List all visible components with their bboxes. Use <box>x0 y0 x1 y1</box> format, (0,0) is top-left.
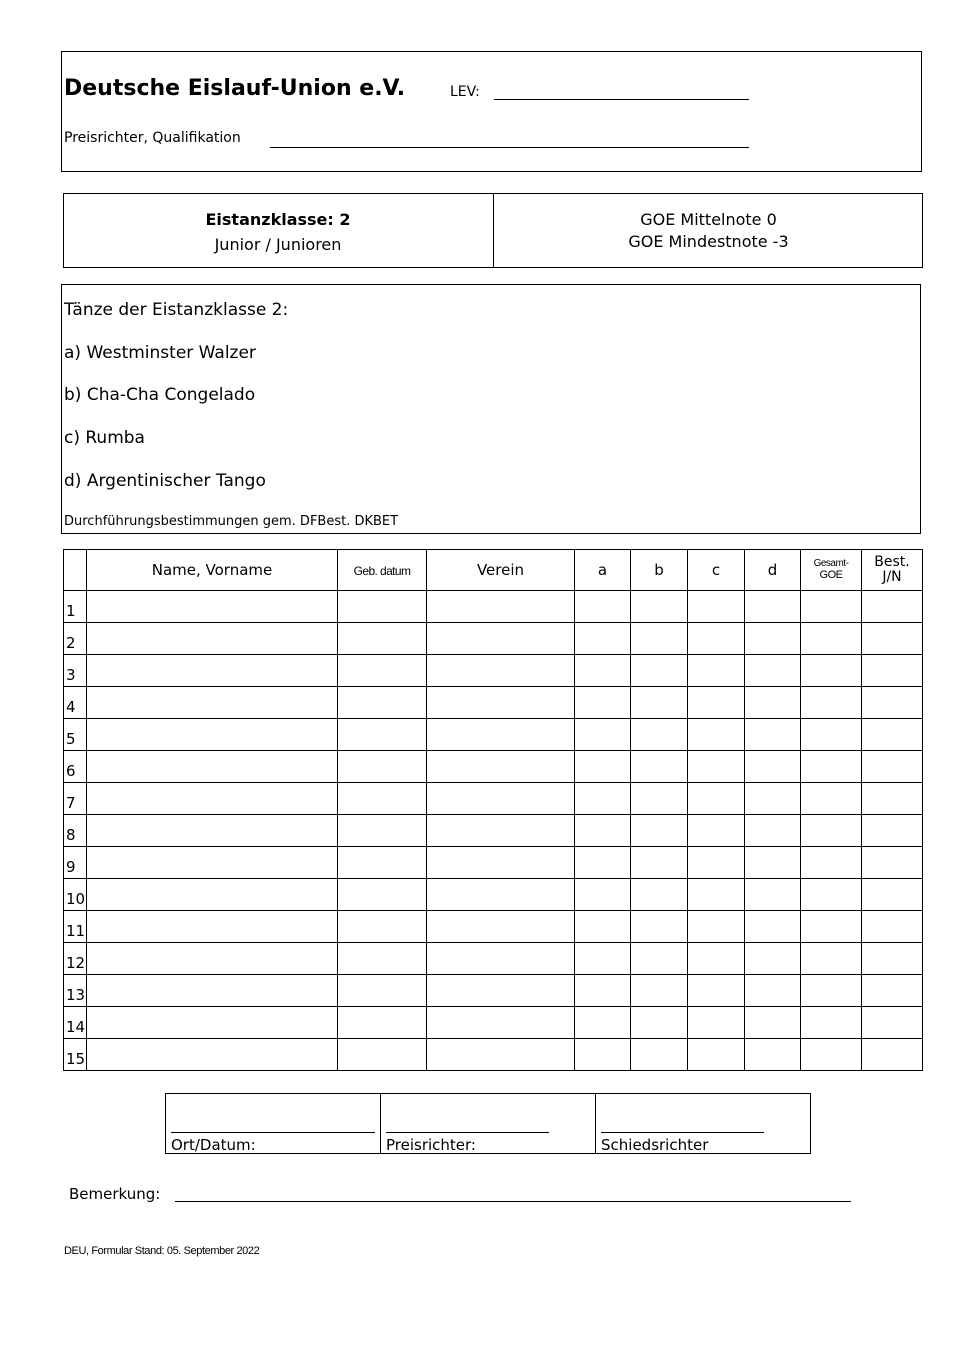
name-cell[interactable] <box>87 783 338 815</box>
name-cell[interactable] <box>87 847 338 879</box>
dance-d-cell[interactable] <box>745 911 801 943</box>
table-row <box>64 943 923 975</box>
row-number: 6 <box>64 751 87 783</box>
table-row <box>64 1007 923 1039</box>
form-footer: DEU, Formular Stand: 05. September 2022 <box>64 1245 260 1257</box>
dance-b-cell[interactable] <box>631 591 688 623</box>
class-subtitle: Junior / Junioren <box>214 235 342 254</box>
table-row <box>64 655 923 687</box>
referee-signature-line[interactable] <box>601 1132 764 1133</box>
club-cell[interactable] <box>427 815 575 847</box>
name-cell[interactable] <box>87 687 338 719</box>
club-cell[interactable] <box>427 1007 575 1039</box>
table-row <box>64 719 923 751</box>
header-total-line2: GOE <box>819 569 843 582</box>
total-goe-cell[interactable] <box>801 623 862 655</box>
row-number: 1 <box>64 591 87 623</box>
club-cell[interactable] <box>427 719 575 751</box>
passed-cell[interactable] <box>862 975 923 1007</box>
name-cell[interactable] <box>87 815 338 847</box>
total-goe-cell[interactable] <box>801 1007 862 1039</box>
row-number: 14 <box>64 1007 87 1039</box>
total-goe-cell[interactable] <box>801 687 862 719</box>
header-passed <box>862 550 923 591</box>
header-club: Verein <box>427 550 575 591</box>
row-number: 12 <box>64 943 87 975</box>
dance-a-cell[interactable] <box>575 1039 631 1071</box>
header-total-line1: Gesamt- <box>813 557 849 569</box>
dance-d-cell[interactable] <box>745 655 801 687</box>
name-cell[interactable] <box>87 751 338 783</box>
club-cell[interactable] <box>427 847 575 879</box>
total-goe-cell[interactable] <box>801 879 862 911</box>
row-number: 7 <box>64 783 87 815</box>
club-cell[interactable] <box>427 911 575 943</box>
dob-cell[interactable] <box>338 911 427 943</box>
dance-d-cell[interactable] <box>745 687 801 719</box>
passed-cell[interactable] <box>862 847 923 879</box>
dob-cell[interactable] <box>338 783 427 815</box>
dob-cell[interactable] <box>338 591 427 623</box>
total-goe-cell[interactable] <box>801 719 862 751</box>
passed-cell[interactable] <box>862 911 923 943</box>
club-cell[interactable] <box>427 1039 575 1071</box>
dance-item-b: b) Cha-Cha Congelado <box>64 385 256 405</box>
dances-footnote: Durchführungsbestimmungen gem. DFBest. DKBET <box>64 514 399 529</box>
header-dance-c: c <box>688 550 745 591</box>
dob-cell[interactable] <box>338 1007 427 1039</box>
signature-box <box>165 1093 811 1154</box>
dance-a-cell[interactable] <box>575 1007 631 1039</box>
dob-cell[interactable] <box>338 815 427 847</box>
dance-d-cell[interactable] <box>745 975 801 1007</box>
dance-c-cell[interactable] <box>688 847 745 879</box>
dance-a-cell[interactable] <box>575 687 631 719</box>
row-number: 3 <box>64 655 87 687</box>
dance-b-cell[interactable] <box>631 847 688 879</box>
dance-item-c: c) Rumba <box>64 428 145 448</box>
dances-box <box>61 284 921 534</box>
dance-b-cell[interactable] <box>631 1039 688 1071</box>
dance-a-cell[interactable] <box>575 783 631 815</box>
dance-b-cell[interactable] <box>631 751 688 783</box>
header-dance-a: a <box>575 550 631 591</box>
dance-d-cell[interactable] <box>745 751 801 783</box>
dance-d-cell[interactable] <box>745 847 801 879</box>
name-cell[interactable] <box>87 975 338 1007</box>
dance-d-cell[interactable] <box>745 943 801 975</box>
row-number: 15 <box>64 1039 87 1071</box>
name-cell[interactable] <box>87 719 338 751</box>
club-cell[interactable] <box>427 879 575 911</box>
passed-cell[interactable] <box>862 1007 923 1039</box>
passed-cell[interactable] <box>862 655 923 687</box>
dance-d-cell[interactable] <box>745 1007 801 1039</box>
row-number: 5 <box>64 719 87 751</box>
dance-d-cell[interactable] <box>745 783 801 815</box>
table-header-row <box>64 550 923 591</box>
dance-a-cell[interactable] <box>575 943 631 975</box>
dance-a-cell[interactable] <box>575 815 631 847</box>
dance-d-cell[interactable] <box>745 623 801 655</box>
total-goe-cell[interactable] <box>801 1039 862 1071</box>
judge-qualification-field[interactable] <box>270 147 749 148</box>
dances-heading: Tänze der Eistanzklasse 2: <box>64 300 289 320</box>
dance-c-cell[interactable] <box>688 815 745 847</box>
dance-c-cell[interactable] <box>688 687 745 719</box>
dance-b-cell[interactable] <box>631 1007 688 1039</box>
class-box-divider <box>493 193 494 268</box>
dance-b-cell[interactable] <box>631 719 688 751</box>
remark-label: Bemerkung: <box>69 1185 161 1203</box>
table-row <box>64 591 923 623</box>
dance-b-cell[interactable] <box>631 623 688 655</box>
club-cell[interactable] <box>427 623 575 655</box>
row-number: 10 <box>64 879 87 911</box>
row-number: 11 <box>64 911 87 943</box>
dance-d-cell[interactable] <box>745 815 801 847</box>
referee-label: Schiedsrichter <box>601 1136 709 1154</box>
dance-c-cell[interactable] <box>688 751 745 783</box>
header-passed-line1: Best. <box>874 554 910 571</box>
dob-cell[interactable] <box>338 943 427 975</box>
dance-d-cell[interactable] <box>745 879 801 911</box>
dance-d-cell[interactable] <box>745 1039 801 1071</box>
dance-c-cell[interactable] <box>688 783 745 815</box>
dance-c-cell[interactable] <box>688 655 745 687</box>
dob-cell[interactable] <box>338 655 427 687</box>
passed-cell[interactable] <box>862 783 923 815</box>
passed-cell[interactable] <box>862 623 923 655</box>
passed-cell[interactable] <box>862 879 923 911</box>
dance-b-cell[interactable] <box>631 783 688 815</box>
org-title: Deutsche Eislauf-Union e.V. <box>64 76 406 101</box>
dance-b-cell[interactable] <box>631 943 688 975</box>
passed-cell[interactable] <box>862 943 923 975</box>
dance-a-cell[interactable] <box>575 911 631 943</box>
dance-c-cell[interactable] <box>688 1007 745 1039</box>
header-dance-b: b <box>631 550 688 591</box>
dob-cell[interactable] <box>338 751 427 783</box>
dance-c-cell[interactable] <box>688 591 745 623</box>
club-cell[interactable] <box>427 655 575 687</box>
header-dob-label: Geb. datum <box>353 563 411 578</box>
passed-cell[interactable] <box>862 1039 923 1071</box>
dance-a-cell[interactable] <box>575 751 631 783</box>
total-goe-cell[interactable] <box>801 655 862 687</box>
total-goe-cell[interactable] <box>801 847 862 879</box>
name-cell[interactable] <box>87 623 338 655</box>
dob-cell[interactable] <box>338 1039 427 1071</box>
header-name: Name, Vorname <box>87 550 338 591</box>
name-cell[interactable] <box>87 655 338 687</box>
judge-label: Preisrichter: <box>386 1136 476 1154</box>
row-number: 9 <box>64 847 87 879</box>
club-cell[interactable] <box>427 751 575 783</box>
total-goe-cell[interactable] <box>801 911 862 943</box>
dance-b-cell[interactable] <box>631 687 688 719</box>
dance-a-cell[interactable] <box>575 847 631 879</box>
table-row <box>64 879 923 911</box>
name-cell[interactable] <box>87 879 338 911</box>
table-row <box>64 687 923 719</box>
goe-min: GOE Mindestnote -3 <box>628 232 789 251</box>
header-dob <box>338 550 427 591</box>
table-row <box>64 847 923 879</box>
judge-qualification-label: Preisrichter, Qualifikation <box>64 130 241 146</box>
dance-c-cell[interactable] <box>688 1039 745 1071</box>
row-number: 4 <box>64 687 87 719</box>
dob-cell[interactable] <box>338 847 427 879</box>
header-box <box>61 51 922 172</box>
goe-mid: GOE Mittelnote 0 <box>640 210 777 229</box>
dance-a-cell[interactable] <box>575 719 631 751</box>
row-number: 2 <box>64 623 87 655</box>
dance-b-cell[interactable] <box>631 655 688 687</box>
remark-field[interactable] <box>175 1201 851 1202</box>
dob-cell[interactable] <box>338 719 427 751</box>
dance-c-cell[interactable] <box>688 975 745 1007</box>
name-cell[interactable] <box>87 1007 338 1039</box>
table-row <box>64 1039 923 1071</box>
table-row <box>64 751 923 783</box>
table-row <box>64 623 923 655</box>
passed-cell[interactable] <box>862 591 923 623</box>
passed-cell[interactable] <box>862 751 923 783</box>
name-cell[interactable] <box>87 1039 338 1071</box>
passed-cell[interactable] <box>862 815 923 847</box>
total-goe-cell[interactable] <box>801 783 862 815</box>
passed-cell[interactable] <box>862 719 923 751</box>
passed-cell[interactable] <box>862 687 923 719</box>
signature-divider-1 <box>380 1093 381 1154</box>
dance-b-cell[interactable] <box>631 911 688 943</box>
club-cell[interactable] <box>427 975 575 1007</box>
total-goe-cell[interactable] <box>801 943 862 975</box>
lev-label: LEV: <box>450 84 480 100</box>
club-cell[interactable] <box>427 591 575 623</box>
dance-b-cell[interactable] <box>631 975 688 1007</box>
results-table <box>63 549 923 1071</box>
dance-c-cell[interactable] <box>688 943 745 975</box>
name-cell[interactable] <box>87 943 338 975</box>
class-title: Eistanzklasse: 2 <box>205 210 351 229</box>
total-goe-cell[interactable] <box>801 751 862 783</box>
dance-c-cell[interactable] <box>688 879 745 911</box>
dance-c-cell[interactable] <box>688 719 745 751</box>
dance-a-cell[interactable] <box>575 591 631 623</box>
club-cell[interactable] <box>427 783 575 815</box>
dob-cell[interactable] <box>338 623 427 655</box>
total-goe-cell[interactable] <box>801 591 862 623</box>
signature-divider-2 <box>595 1093 596 1154</box>
dance-b-cell[interactable] <box>631 879 688 911</box>
dob-cell[interactable] <box>338 687 427 719</box>
dance-d-cell[interactable] <box>745 719 801 751</box>
row-number: 13 <box>64 975 87 1007</box>
header-total-goe <box>801 550 862 591</box>
name-cell[interactable] <box>87 591 338 623</box>
table-row <box>64 783 923 815</box>
dance-b-cell[interactable] <box>631 815 688 847</box>
club-cell[interactable] <box>427 943 575 975</box>
row-number: 8 <box>64 815 87 847</box>
name-cell[interactable] <box>87 911 338 943</box>
dance-a-cell[interactable] <box>575 655 631 687</box>
place-date-line[interactable] <box>171 1132 375 1133</box>
header-passed-line2: J/N <box>882 569 902 585</box>
table-row <box>64 911 923 943</box>
dance-a-cell[interactable] <box>575 975 631 1007</box>
table-row <box>64 975 923 1007</box>
header-dance-d: d <box>745 550 801 591</box>
dob-cell[interactable] <box>338 879 427 911</box>
total-goe-cell[interactable] <box>801 815 862 847</box>
dance-a-cell[interactable] <box>575 879 631 911</box>
table-row <box>64 815 923 847</box>
judge-signature-line[interactable] <box>386 1132 549 1133</box>
dance-item-a: a) Westminster Walzer <box>64 343 256 363</box>
dance-c-cell[interactable] <box>688 623 745 655</box>
total-goe-cell[interactable] <box>801 975 862 1007</box>
lev-field[interactable] <box>494 99 749 100</box>
dob-cell[interactable] <box>338 975 427 1007</box>
place-date-label: Ort/Datum: <box>171 1136 256 1154</box>
dance-c-cell[interactable] <box>688 911 745 943</box>
club-cell[interactable] <box>427 687 575 719</box>
dance-d-cell[interactable] <box>745 591 801 623</box>
header-index <box>64 550 87 591</box>
dance-item-d: d) Argentinischer Tango <box>64 471 266 491</box>
dance-a-cell[interactable] <box>575 623 631 655</box>
